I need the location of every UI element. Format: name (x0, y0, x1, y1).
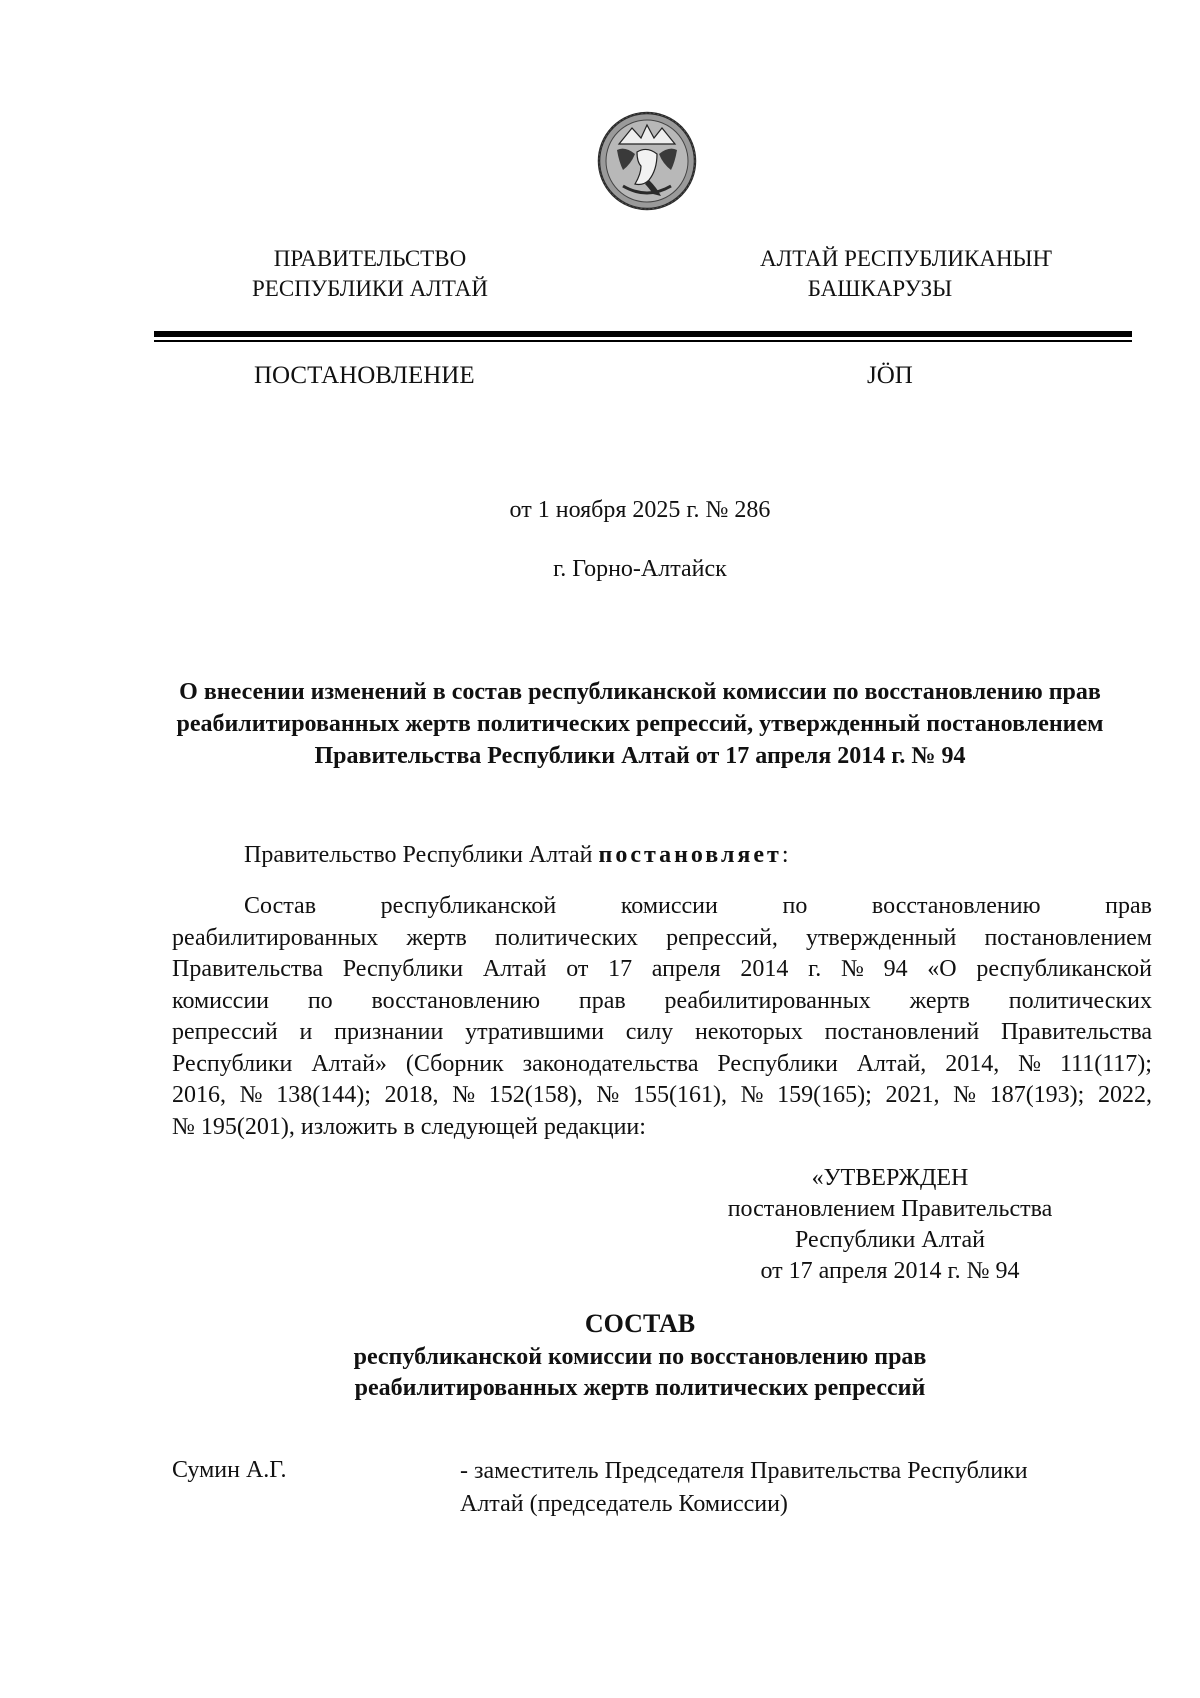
composition-title: СОСТАВ (584, 1309, 696, 1338)
paragraph-word: 94 (883, 956, 908, 982)
paragraph-word: Республики (172, 1050, 293, 1077)
member-role-line1: - заместитель Председателя Правительства Республики (460, 1458, 1028, 1484)
paragraph-word: 111(117); (1059, 1050, 1152, 1077)
approved-line1: «УТВЕРЖДЕН (811, 1165, 969, 1191)
paragraph-word: от (566, 956, 589, 982)
government-name-russian (248, 244, 492, 304)
subject-line: Правительства Республики Алтай от 17 апреля 2014 г. № 94 (314, 743, 966, 769)
paragraph-word: прав (578, 987, 626, 1014)
paragraph-word: Алтай» (311, 1050, 387, 1077)
document-subject (160, 676, 1120, 772)
paragraph-word: жертв (909, 987, 970, 1014)
document-type-russian: ПОСТАНОВЛЕНИЕ (254, 362, 475, 389)
paragraph-word: Состав (244, 893, 317, 919)
paragraph-word: (Сборник (405, 1050, 504, 1077)
paragraph-word: 2016, (172, 1082, 226, 1108)
paragraph-word: 2022, (1098, 1082, 1152, 1108)
paragraph-word: политических (1008, 987, 1152, 1014)
paragraph-word: 2018, (384, 1082, 439, 1108)
paragraph-word: восстановлению (871, 893, 1041, 919)
government-name-russian-line2: РЕСПУБЛИКИ АЛТАЙ (252, 276, 488, 301)
composition-subtitle-line1: республиканской комиссии по восстановлению прав (353, 1344, 927, 1370)
paragraph-word: Алтай (482, 956, 547, 982)
paragraph-word: № (953, 1082, 977, 1108)
paragraph-word: Правительства (1000, 1019, 1152, 1045)
paragraph-word: утратившими (465, 1019, 604, 1045)
paragraph-word: республиканской (976, 956, 1152, 982)
paragraph-word: 155(161), (632, 1082, 727, 1108)
approval-stamp-block (700, 1163, 1080, 1287)
approved-line2: постановлением Правительства (727, 1196, 1053, 1222)
approved-line4: от 17 апреля 2014 г. № 94 (760, 1258, 1020, 1284)
paragraph-line (172, 1080, 1152, 1112)
paragraph-word: 17 (608, 956, 633, 982)
paragraph-line (172, 1017, 1152, 1049)
paragraph-word: 2014 (740, 956, 789, 982)
member-role-line2: Алтай (председатель Комиссии) (460, 1491, 788, 1517)
paragraph-word: комиссии (620, 893, 718, 919)
paragraph-word: 2014, (945, 1050, 1000, 1077)
paragraph-line (172, 954, 1152, 986)
paragraph-line (172, 1049, 1152, 1081)
main-paragraph (172, 891, 1152, 1143)
paragraph-word: республиканской (380, 893, 557, 919)
paragraph-word: комиссии (172, 987, 270, 1014)
government-name-altai-line1: АЛТАЙ РЕСПУБЛИКАНЫҤ (760, 246, 1053, 271)
paragraph-word: политических (494, 924, 639, 951)
subject-line: О внесении изменений в состав республиканской комиссии по восстановлению прав (179, 679, 1101, 705)
paragraph-word: и (299, 1019, 313, 1045)
paragraph-word: жертв (406, 924, 467, 951)
paragraph-word: № (840, 956, 864, 982)
paragraph-word: № (740, 1082, 764, 1108)
paragraph-word: Республики (717, 1050, 838, 1077)
paragraph-word: № (596, 1082, 620, 1108)
paragraph-word: восстановлению (371, 987, 541, 1014)
paragraph-word: 187(193); (989, 1082, 1085, 1108)
composition-subtitle-line2: реабилитированных жертв политических репрессий (354, 1375, 926, 1401)
decree-word: постановляет (598, 842, 782, 868)
paragraph-word: признании (334, 1019, 444, 1045)
paragraph-word: реабилитированных (172, 924, 379, 951)
paragraph-word: некоторых (694, 1019, 803, 1045)
paragraph-word: Республики (342, 956, 464, 982)
paragraph-word: по (307, 987, 333, 1014)
paragraph-word: Алтай, (856, 1050, 927, 1077)
government-name-altai (760, 244, 1053, 304)
government-name-russian-line1: ПРАВИТЕЛЬСТВО (273, 246, 467, 271)
subject-line: реабилитированных жертв политических репрессий, утвержденный постановлением (176, 711, 1104, 737)
paragraph-word: прав (1105, 893, 1152, 919)
paragraph-word: 159(165); (777, 1082, 872, 1108)
paragraph-word: репрессий (172, 1019, 278, 1045)
document-city: г. Горно-Алтайск (553, 556, 727, 582)
paragraph-word: силу (625, 1019, 674, 1045)
preamble-text: Правительство Республики Алтай (244, 842, 599, 868)
paragraph-word: репрессий, (666, 924, 778, 951)
paragraph-line (172, 923, 1152, 955)
preamble (244, 840, 789, 870)
paragraph-word: по (782, 893, 808, 919)
composition-subtitle (0, 1342, 1200, 1404)
preamble-colon: : (781, 842, 789, 868)
paragraph-line (172, 891, 1152, 923)
paragraph-word: апреля (651, 956, 721, 982)
approved-line3: Республики Алтай (795, 1227, 985, 1253)
paragraph-word: № (452, 1082, 476, 1108)
government-name-altai-line2: БАШКАРУЗЫ (807, 276, 953, 301)
paragraph-word: законодательства (522, 1050, 699, 1077)
paragraph-word: 152(158), (488, 1082, 583, 1108)
member-role (460, 1455, 1100, 1521)
header-divider-thick (154, 331, 1132, 337)
member-name: Сумин А.Г. (172, 1457, 287, 1483)
paragraph-word: г. (808, 956, 822, 982)
paragraph-word: 2021, (885, 1082, 940, 1108)
paragraph-word: Правительства (172, 956, 324, 982)
paragraph-word: № (1018, 1050, 1042, 1077)
header-divider-thin (154, 340, 1132, 342)
paragraph-word: «О (927, 956, 957, 982)
paragraph-word: 138(144); (276, 1082, 371, 1108)
document-date-number: от 1 ноября 2025 г. № 286 (509, 497, 771, 523)
paragraph-word: утвержденный (805, 924, 957, 951)
paragraph-word: постановлений (824, 1019, 980, 1045)
paragraph-word: № (239, 1082, 263, 1108)
document-type-altai: JӦП (867, 362, 913, 389)
paragraph-line-last: № 195(201), изложить в следующей редакции: (172, 1113, 646, 1140)
coat-of-arms-emblem (597, 108, 697, 214)
paragraph-line (172, 986, 1152, 1018)
paragraph-word: постановлением (984, 924, 1152, 951)
paragraph-word: реабилитированных (664, 987, 871, 1014)
